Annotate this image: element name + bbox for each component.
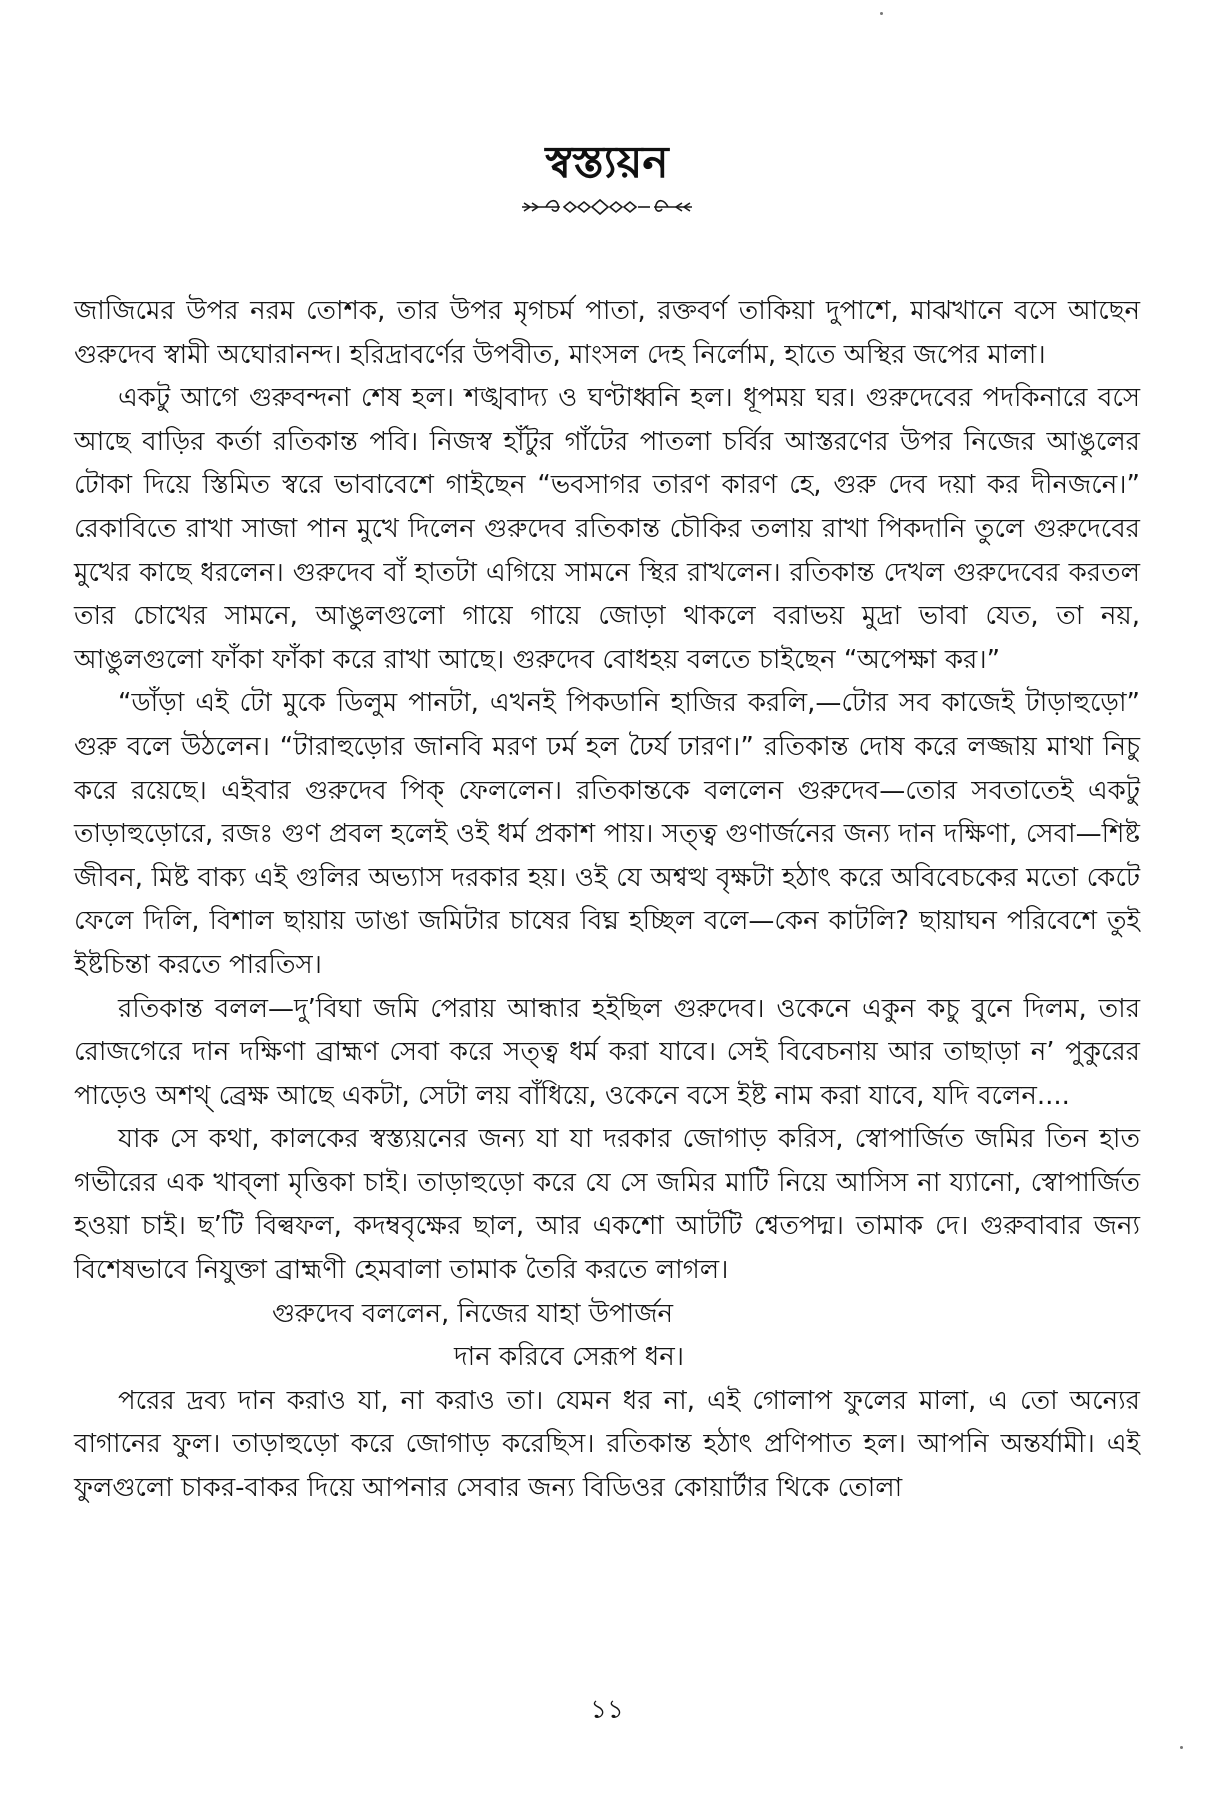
paragraph-2: একটু আগে গুরুবন্দনা শেষ হল। শঙ্খবাদ্য ও ঘণ্টাধ্বনি হল। ধূপময় ঘর। গুরুদেবের পদকিনারে বসে আছে বাড়ির কর্তা রতিকান্ত পবি। নিজস্ব হাঁটুর গাঁটের পাতলা চর্বির আস্তরণের উপর নিজের আঙুলের টোকা দিয়ে স্তিমিত স্বরে ভাবাবেশে গাইছেন “ভবসাগর তারণ কারণ হে, গুরু দেব দয়া কর দীনজনে।” রেকাবিতে রাখা সাজা পান মুখে দিলেন গুরুদেব রতিকান্ত চৌকির তলায় রাখা পিকদানি তুলে গুরুদেবের মুখের কাছে ধরলেন। গুরুদেব বাঁ হাতটা এগিয়ে সামনে স্থির রাখলেন। রতিকান্ত দেখল গুরুদেবের করতল তার চোখের সামনে, আঙুলগুলো গায়ে গায়ে জোড়া থাকলে বরাভয় মুদ্রা ভাবা যেত, তা নয়, আঙুলগুলো ফাঁকা ফাঁকা করে রাখা আছে। গুরুদেব বোধহয় বলতে চাইছেন “অপেক্ষা কর।” [74,383,1140,675]
chapter-title: স্বস্ত্যয়ন [545,137,669,189]
verse-line-2: দান করিবে সেরূপ ধন। [454,1342,685,1373]
scan-speck [1180,1746,1183,1749]
page-number: ১১ [590,1695,624,1725]
verse-line-1: গুরুদেব বললেন, নিজের যাহা উপার্জন [272,1298,673,1329]
scan-speck [880,12,883,15]
paragraph-4: রতিকান্ত বলল—দু’বিঘা জমি পেরায় আন্ধার হইছিল গুরুদেব। ওকেনে একুন কচু বুনে দিলম, তার রোজগেরে দান দক্ষিণা ব্রাহ্মণ সেবা করে সত্ত্ব ধর্ম করা যাবে। সেই বিবেচনায় আর তাছাড়া ন’ পুকুরের পাড়েও অশথ্ ব্রেক্ষ আছে একটা, সেটা লয় বাঁধিয়ে, ওকেনে বসে ইষ্ট নাম করা যাবে, যদি বলেন.... [74,993,1140,1111]
paragraph-1: জাজিমের উপর নরম তোশক, তার উপর মৃগচর্ম পাতা, রক্তবর্ণ তাকিয়া দুপাশে, মাঝখানে বসে আছেন গুরুদেব স্বামী অঘোরানন্দ। হরিদ্রাবর্ণের উপবীত, মাংসল দেহ নির্লোম, হাতে অস্থির জপের মালা। [74,296,1140,370]
paragraph-5: যাক সে কথা, কালকের স্বস্ত্যয়নের জন্য যা যা দরকার জোগাড় করিস, স্বোপার্জিত জমির তিন হাত গভীরের এক খাব্‌লা মৃত্তিকা চাই। তাড়াহুড়ো করে যে সে জমির মাটি নিয়ে আসিস না য্যানো, স্বোপার্জিত হওয়া চাই। ছ’টি বিল্বফল, কদম্ববৃক্ষের ছাল, আর একশো আটটি শ্বেতপদ্ম। তামাক দে। গুরুবাবার জন্য বিশেষভাবে নিযুক্তা ব্রাহ্মণী হেমবালা তামাক তৈরি করতে লাগল। [74,1124,1140,1286]
paragraph-6: পরের দ্রব্য দান করাও যা, না করাও তা। যেমন ধর না, এই গোলাপ ফুলের মালা, এ তো অন্যের বাগানের ফুল। তাড়াহুড়ো করে জোগাড় করেছিস। রতিকান্ত হঠাৎ প্রণিপাত হল। আপনি অন্তর্যামী। এই ফুলগুলো চাকর-বাকর দিয়ে আপনার সেবার জন্য বিডিওর কোয়ার্টার থিকে তোলা [74,1385,1140,1504]
paragraph-3: “ডাঁড়া এই টো মুকে ডিলুম পানটা, এখনই পিকডানি হাজির করলি,—টোর সব কাজেই টাড়াহুড়ো” গুরু বলে উঠলেন। “টারাহুড়োর জানবি মরণ ঢর্ম হল ঢৈর্য ঢারণ।” রতিকান্ত দোষ করে লজ্জায় মাথা নিচু করে রয়েছে। এইবার গুরুদেব পিক্ ফেললেন। রতিকান্তকে বললেন গুরুদেব—তোর সবতাতেই একটু তাড়াহুড়োরে, রজঃ গুণ প্রবল হলেই ওই ধর্ম প্রকাশ পায়। সত্ত্ব গুণার্জনের জন্য দান দক্ষিণা, সেবা—শিষ্ট জীবন, মিষ্ট বাক্য এই গুলির অভ্যাস দরকার হয়। ওই যে অশ্বত্থ বৃক্ষটা হঠাৎ করে অবিবেচকের মতো কেটে ফেলে দিলি, বিশাল ছায়ায় ডাঙা জমিটার চাষের বিঘ্ন হচ্ছিল বলে—কেন কাটলি? ছায়াঘন পরিবেশে তুই ইষ্টচিন্তা করতে পারতিস। [74,688,1140,980]
decorative-divider-icon [520,195,694,219]
body-text [74,290,1140,1511]
